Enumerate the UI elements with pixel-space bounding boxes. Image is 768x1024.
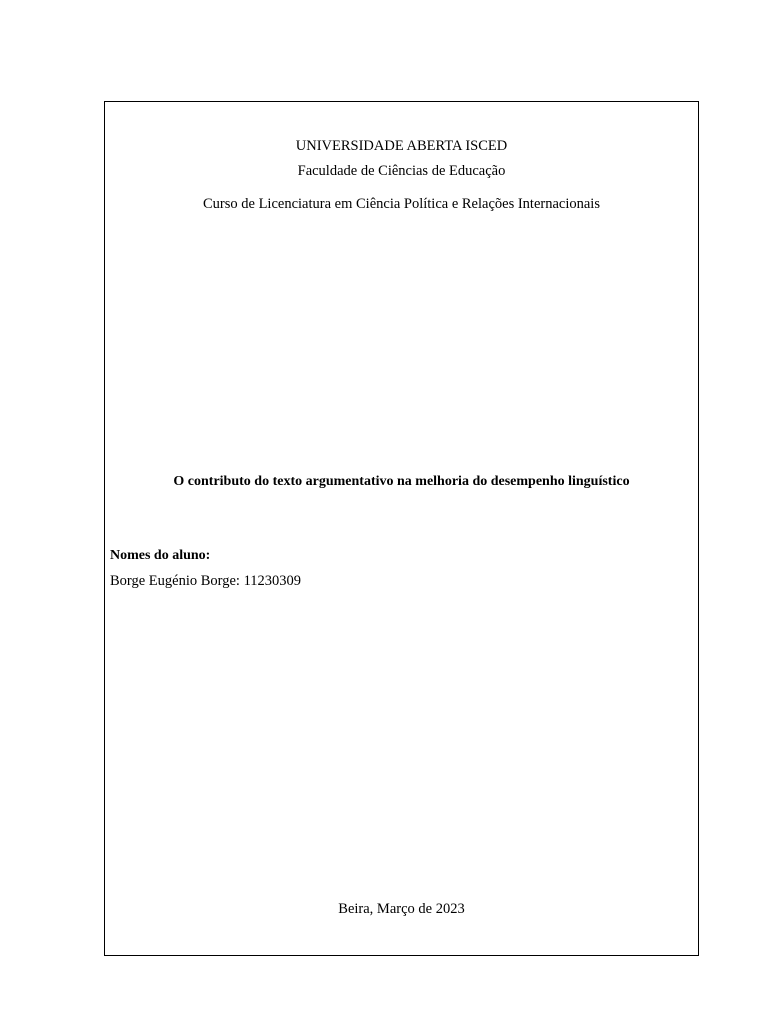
student-name-id: Borge Eugénio Borge: 11230309 xyxy=(110,573,302,589)
place-date: Beira, Março de 2023 xyxy=(338,901,465,917)
document-title: O contributo do texto argumentativo na melhoria do desempenho linguístico xyxy=(173,474,630,489)
course-name: Curso de Licenciatura em Ciência Política e Relações Internacionais xyxy=(203,196,600,212)
student-label: Nomes do aluno: xyxy=(110,548,211,563)
faculty-name: Faculdade de Ciências de Educação xyxy=(297,163,506,179)
document-page-frame xyxy=(104,101,699,956)
university-name: UNIVERSIDADE ABERTA ISCED xyxy=(295,138,508,154)
